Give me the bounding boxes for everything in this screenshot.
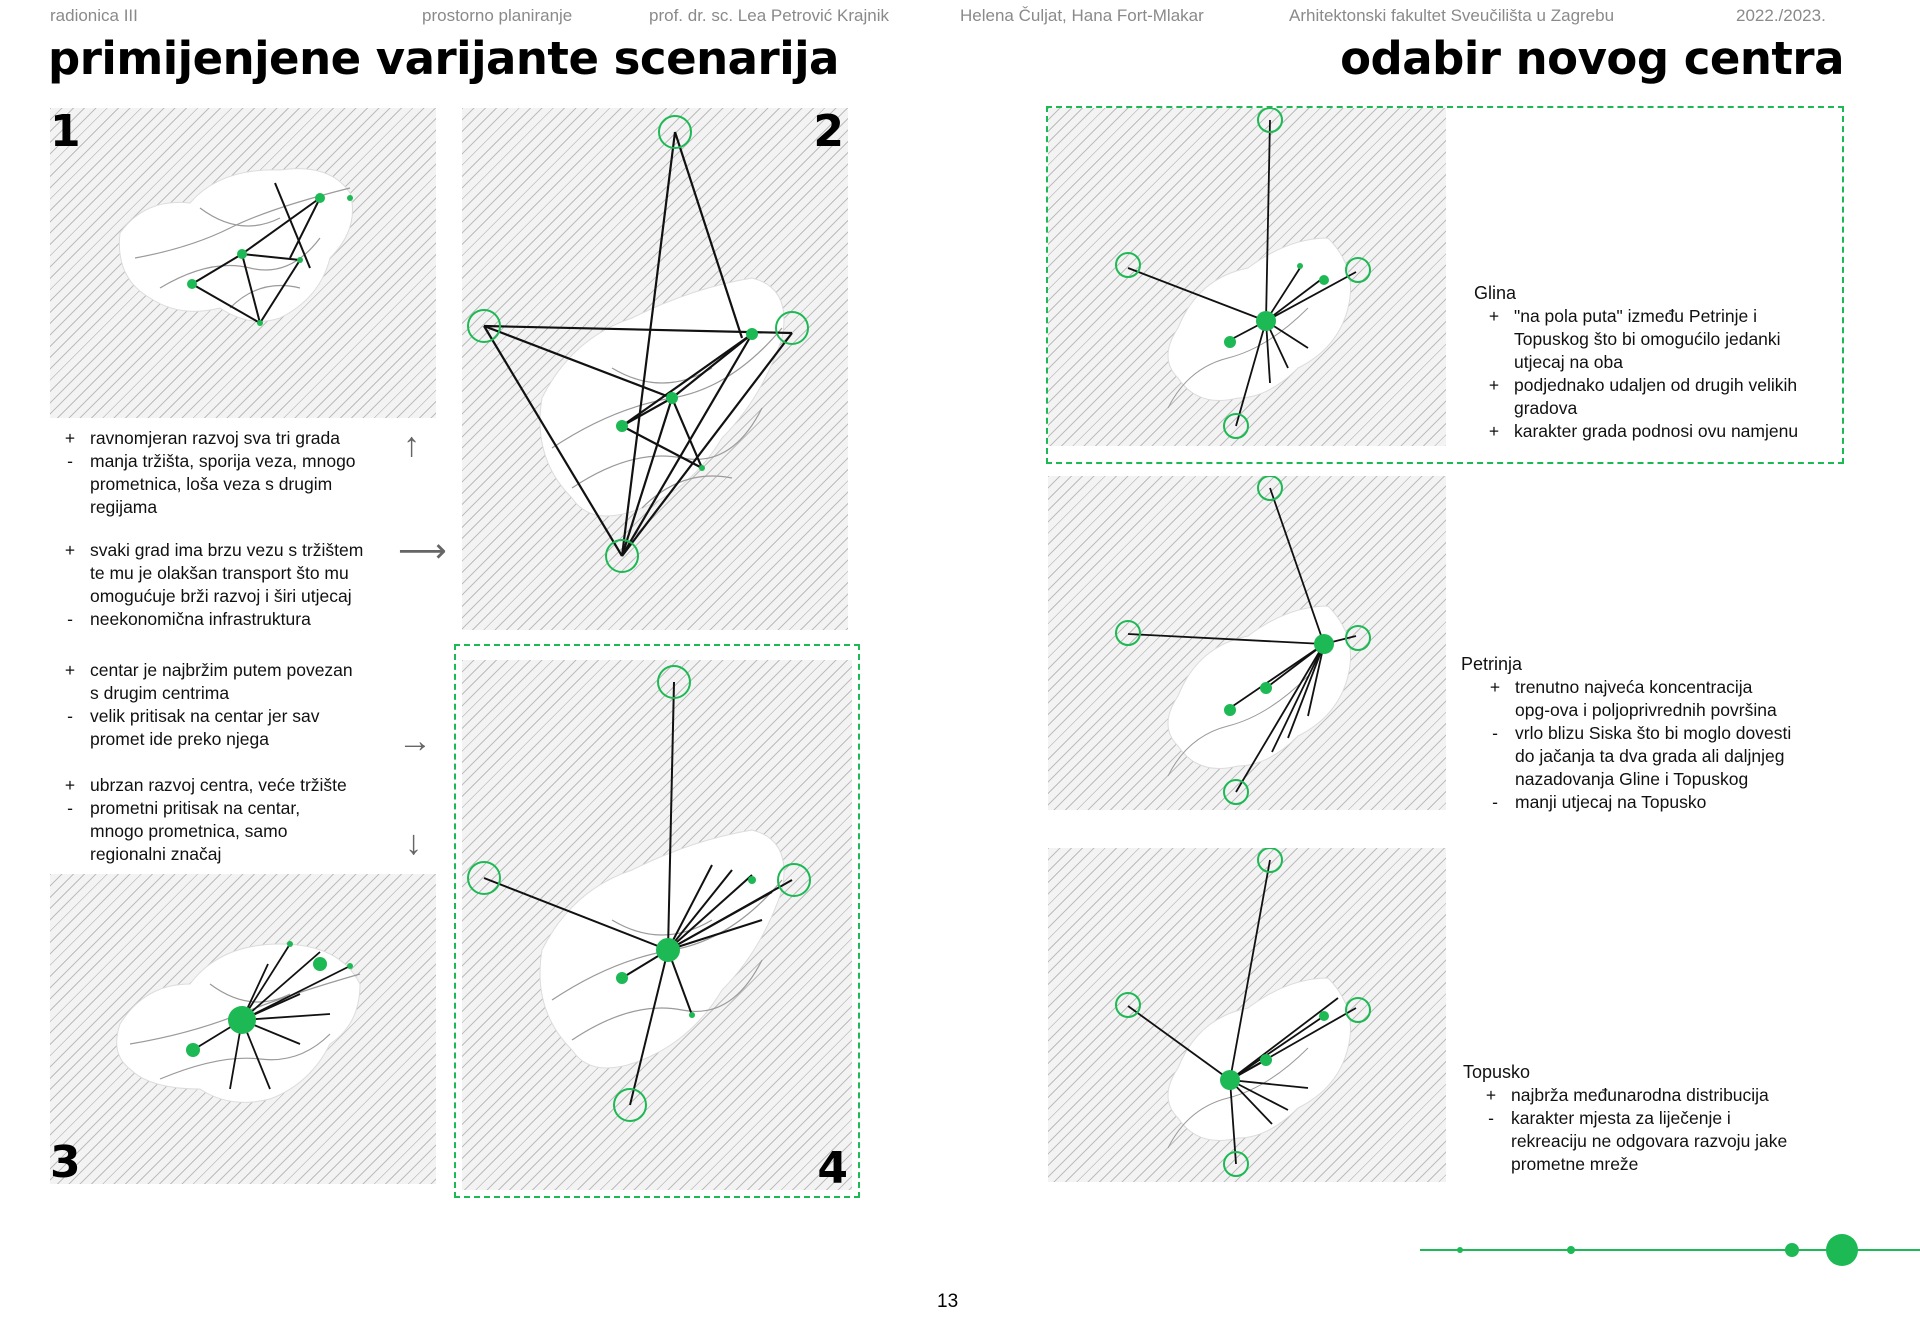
left-page-title: primijenjene varijante scenarija: [48, 32, 839, 85]
diagram-number-3: 3: [50, 1137, 81, 1184]
bullet: +: [1489, 677, 1501, 697]
bullet: [1475, 745, 1515, 768]
bullet: +: [64, 428, 76, 448]
bullet: +: [1485, 1085, 1497, 1105]
bullet: +: [64, 540, 76, 560]
option-line: karakter mjesta za liječenje i: [1511, 1108, 1731, 1128]
bullet: +: [64, 660, 76, 680]
option-line: manji utjecaj na Topusko: [1515, 792, 1707, 812]
bullet: [50, 728, 90, 751]
option-line: utjecaj na oba: [1514, 352, 1623, 372]
bullet: -: [1488, 1108, 1494, 1128]
center-option-topusko-diagram: [1048, 848, 1446, 1182]
bullet: [50, 473, 90, 496]
header-year: 2022./2023.: [1736, 6, 1826, 25]
diagram-number-2: 2: [813, 108, 844, 157]
center-option-glina-diagram: [1048, 108, 1446, 446]
diagram-number-1: 1: [50, 108, 81, 157]
scenario-3-diagram: [50, 874, 436, 1184]
option-line: opg-ova i poljoprivrednih površina: [1515, 700, 1777, 720]
network-map-petrinja: [1048, 476, 1446, 810]
header-authors: Helena Čuljat, Hana Fort-Mlakar: [960, 6, 1204, 25]
option-line: rekreaciju ne odgovara razvoju jake: [1511, 1131, 1788, 1151]
option-line: karakter grada podnosi ovu namjenu: [1514, 421, 1799, 441]
bullet: [1475, 768, 1515, 791]
scenario-line: s drugim centrima: [90, 683, 230, 703]
progress-dots-decoration: [1418, 1230, 1920, 1270]
scenario-2-diagram: [462, 108, 848, 630]
scenario-line: centar je najbržim putem povezan: [90, 660, 353, 680]
option-line: "na pola puta" između Petrinje i: [1514, 306, 1757, 326]
arrow-right-icon: →: [398, 722, 432, 760]
bullet: [50, 562, 90, 585]
scenario-line: neekonomična infrastruktura: [90, 609, 311, 629]
header-faculty: Arhitektonski fakultet Sveučilišta u Zagrebu: [1289, 6, 1615, 25]
bullet: [1474, 328, 1514, 351]
bullet: +: [64, 775, 76, 795]
bullet: -: [67, 798, 73, 818]
header-subject: prostorno planiranje: [422, 6, 573, 25]
bullet: [1474, 351, 1514, 374]
bullet: [50, 682, 90, 705]
arrow-up-icon: ↑: [403, 426, 420, 464]
diagram-number-4: 4: [817, 1143, 848, 1190]
network-map-2: [462, 108, 848, 630]
option-line: najbrža međunarodna distribucija: [1511, 1085, 1769, 1105]
option-name-topusko: Topusko: [1463, 1062, 1531, 1082]
option-line: do jačanja ta dva grada ali daljnjeg: [1515, 746, 1785, 766]
network-map-4: [462, 660, 852, 1190]
scenario-line: promet ide preko njega: [90, 729, 269, 749]
network-map-1: [50, 108, 436, 418]
option-name-petrinja: Petrinja: [1461, 654, 1523, 674]
scenario-4-diagram: [462, 660, 852, 1190]
bullet: [50, 820, 90, 843]
bullet: [1471, 1130, 1511, 1153]
arrow-down-icon: ↓: [405, 824, 422, 862]
network-map-glina: [1048, 108, 1446, 446]
bullet: [1474, 397, 1514, 420]
scenario-1-diagram: [50, 108, 436, 418]
option-line: vrlo blizu Siska što bi moglo dovesti: [1515, 723, 1792, 743]
arrow-right-long-icon: ⟶: [398, 532, 447, 570]
scenario-1-text: [50, 427, 410, 519]
option-line: nazadovanja Gline i Topuskog: [1515, 769, 1749, 789]
bullet: [50, 585, 90, 608]
bullet: -: [67, 451, 73, 471]
bullet: +: [1488, 306, 1500, 326]
option-line: gradova: [1514, 398, 1578, 418]
option-petrinja-text: [1461, 653, 1861, 814]
bullet: -: [1492, 723, 1498, 743]
center-option-petrinja-diagram: [1048, 476, 1446, 810]
bullet: +: [1488, 375, 1500, 395]
scenario-4-text: [50, 774, 410, 866]
bullet: [50, 496, 90, 519]
bullet: -: [1492, 792, 1498, 812]
network-map-3: [50, 874, 436, 1184]
scenario-line: velik pritisak na centar jer sav: [90, 706, 320, 726]
option-name-glina: Glina: [1474, 283, 1517, 303]
bullet: [1475, 699, 1515, 722]
page-number: 13: [937, 1291, 959, 1312]
scenario-line: te mu je olakšan transport što mu: [90, 563, 349, 583]
option-line: prometne mreže: [1511, 1154, 1639, 1174]
option-line: Topuskog što bi omogućilo jedanki: [1514, 329, 1781, 349]
option-glina-text: [1474, 282, 1854, 443]
bullet: -: [67, 609, 73, 629]
scenario-3-text: [50, 659, 410, 751]
right-page-title: odabir novog centra: [1340, 32, 1844, 85]
scenario-line: ubrzan razvoj centra, veće tržište: [90, 775, 347, 795]
selected-scenario-frame: [454, 644, 860, 1198]
scenario-2-text: [50, 539, 430, 631]
network-map-topusko: [1048, 848, 1446, 1182]
scenario-line: prometni pritisak na centar,: [90, 798, 301, 818]
bullet: +: [1488, 421, 1500, 441]
header-professor: prof. dr. sc. Lea Petrović Krajnik: [649, 6, 889, 25]
scenario-line: regijama: [90, 497, 158, 517]
bullet: -: [67, 706, 73, 726]
option-line: podjednako udaljen od drugih velikih: [1514, 375, 1798, 395]
scenario-line: regionalni značaj: [90, 844, 222, 864]
option-topusko-text: [1463, 1061, 1863, 1176]
header-course: radionica III: [50, 6, 138, 25]
option-line: trenutno najveća koncentracija: [1515, 677, 1753, 697]
bullet: [1471, 1153, 1511, 1176]
scenario-line: manja tržišta, sporija veza, mnogo: [90, 451, 356, 471]
scenario-line: prometnica, loša veza s drugim: [90, 474, 333, 494]
scenario-line: mnogo prometnica, samo: [90, 821, 288, 841]
scenario-line: omogućuje brži razvoj i širi utjecaj: [90, 586, 352, 606]
bullet: [50, 843, 90, 866]
scenario-line: ravnomjeran razvoj sva tri grada: [90, 428, 340, 448]
scenario-line: svaki grad ima brzu vezu s tržištem: [90, 540, 364, 560]
